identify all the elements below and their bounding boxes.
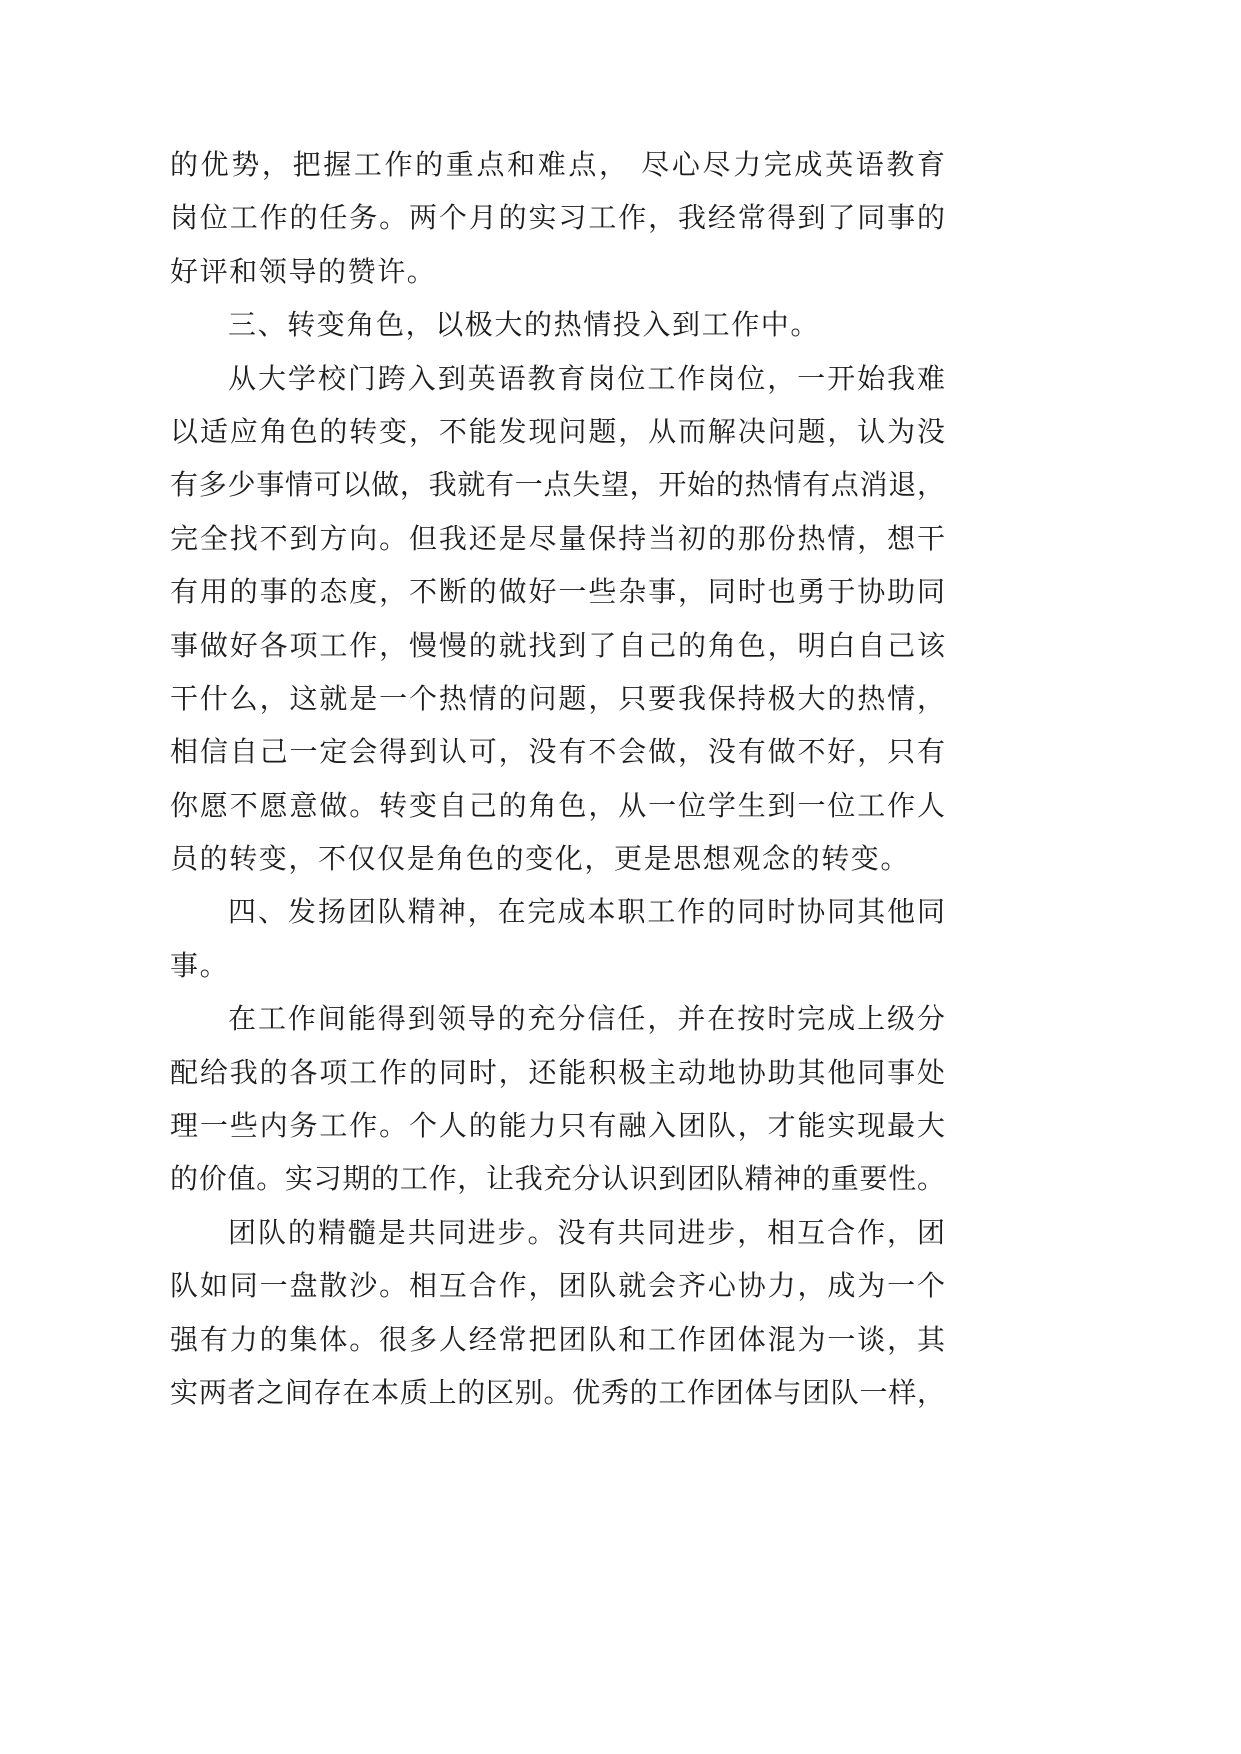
text-line: 员的转变，不仅仅是角色的变化，更是思想观念的转变。	[170, 842, 911, 876]
text-line: 有多少事情可以做，我就有一点失望，开始的热情有点消退，	[170, 468, 945, 502]
text-line: 的价值。实习期的工作，让我充分认识到团队精神的重要性。	[170, 1162, 945, 1196]
text-line: 你愿不愿意做。转变自己的角色，从一位学生到一位工作人	[170, 788, 945, 822]
text-line: 相信自己一定会得到认可，没有不会做，没有做不好，只有	[170, 735, 945, 769]
text-line: 以适应角色的转变，不能发现问题，从而解决问题，认为没	[170, 414, 945, 448]
paragraph-first-line: 从大学校门跨入到英语教育岗位工作岗位，一开始我难	[228, 361, 945, 395]
text-line: 强有力的集体。很多人经常把团队和工作团体混为一谈，其	[170, 1322, 945, 1356]
text-line: 实两者之间存在本质上的区别。优秀的工作团体与团队一样，	[170, 1375, 945, 1409]
text-line: 理一些内务工作。个人的能力只有融入团队，才能实现最大	[170, 1109, 945, 1143]
paragraph-first-line: 团队的精髓是共同进步。没有共同进步，相互合作，团	[228, 1215, 945, 1249]
section-heading: 三、转变角色，以极大的热情投入到工作中。	[228, 308, 821, 342]
text-line: 队如同一盘散沙。相互合作，团队就会齐心协力，成为一个	[170, 1269, 945, 1303]
text-line: 配给我的各项工作的同时，还能积极主动地协助其他同事处	[170, 1055, 945, 1089]
text-line: 事做好各项工作，慢慢的就找到了自己的角色，明白自己该	[170, 628, 945, 662]
section-heading: 四、发扬团队精神，在完成本职工作的同时协同其他同	[228, 895, 945, 929]
section-heading-continued: 事。	[170, 948, 230, 982]
text-line: 完全找不到方向。但我还是尽量保持当初的那份热情，想干	[170, 521, 945, 555]
text-line: 岗位工作的任务。两个月的实习工作，我经常得到了同事的	[170, 201, 945, 235]
document-body	[170, 138, 945, 1419]
text-line: 的优势，把握工作的重点和难点， 尽心尽力完成英语教育	[170, 148, 945, 181]
text-line: 有用的事的态度，不断的做好一些杂事，同时也勇于协助同	[170, 575, 945, 609]
paragraph-first-line: 在工作间能得到领导的充分信任，并在按时完成上级分	[228, 1002, 945, 1036]
text-line: 干什么，这就是一个热情的问题，只要我保持极大的热情，	[170, 681, 945, 715]
text-line: 好评和领导的赞许。	[170, 254, 437, 288]
